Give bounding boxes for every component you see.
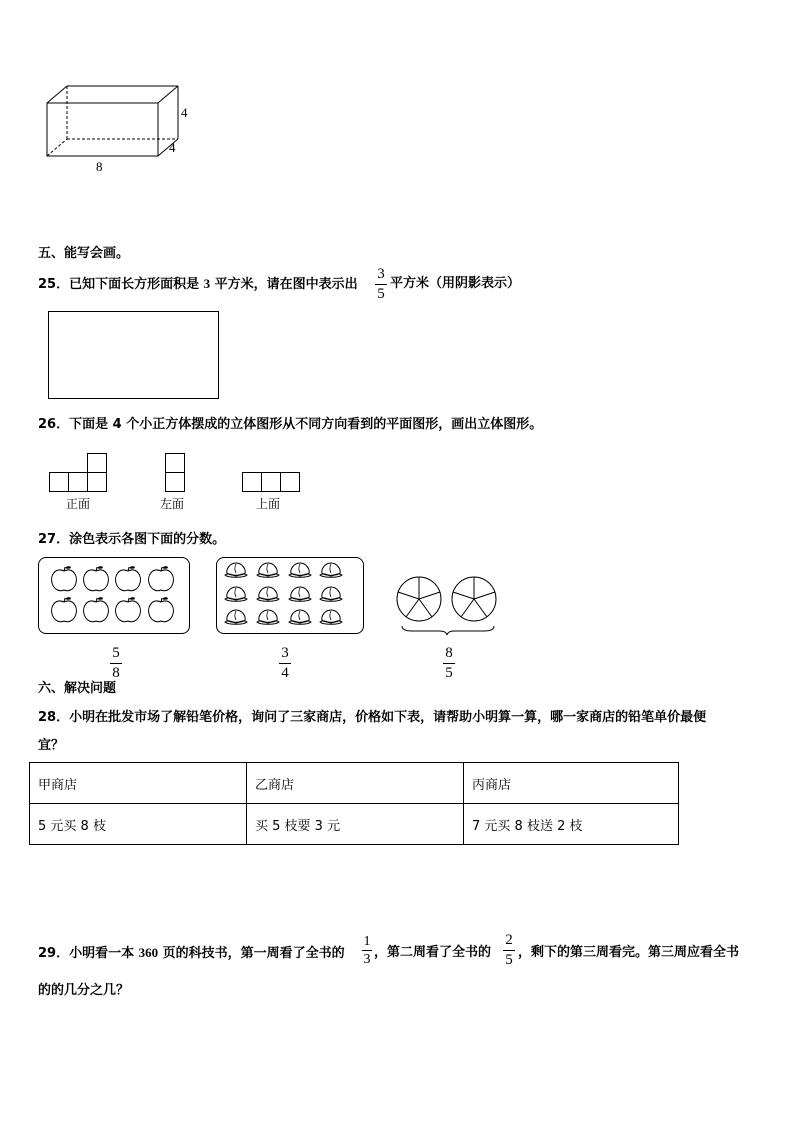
circle-five-parts xyxy=(397,577,441,621)
cuboid-depth-label: 4 xyxy=(169,140,176,155)
section-five-title: 五、能写会画。 xyxy=(38,246,130,261)
peach-icon xyxy=(289,610,311,624)
peach-icon xyxy=(320,563,342,577)
q29-text-a: 小明看一本 xyxy=(69,946,135,961)
apple-icon xyxy=(84,597,109,622)
q25-frac-num: 3 xyxy=(377,266,385,282)
question-25 xyxy=(38,276,358,293)
view-left-label: 左面 xyxy=(160,497,185,511)
table-header-cell: 丙商店 xyxy=(464,763,679,804)
peach-icon xyxy=(289,587,311,601)
q27-frac2-den: 4 xyxy=(281,665,289,681)
q27-fraction-3 xyxy=(443,645,455,682)
q27-frac1-num: 5 xyxy=(112,645,120,661)
q25-text-mid: 平方米，请在图中表示出 xyxy=(214,277,358,292)
q25-frac-den: 5 xyxy=(377,286,385,302)
q25-fraction xyxy=(375,266,387,303)
q27-text: 涂色表示各图下面的分数。 xyxy=(69,532,226,547)
question-28-line1 xyxy=(38,710,706,726)
table-row xyxy=(30,804,679,845)
table-header-cell: 乙商店 xyxy=(247,763,464,804)
question-26 xyxy=(38,417,542,433)
q26-text: 下面是 4 个小正方体摆成的立体图形从不同方向看到的平面图形，画出立体图形。 xyxy=(69,417,543,432)
q27-frac1-den: 8 xyxy=(112,665,120,681)
q29-text-c: ，第二周看了全书的 xyxy=(374,945,492,960)
brace xyxy=(402,626,494,635)
peach-icon xyxy=(225,563,247,577)
q29-pages: 360 xyxy=(138,945,159,960)
q25-text-after: 平方米（用阴影表示） xyxy=(390,276,521,291)
peach-icon xyxy=(320,610,342,624)
q27-frac3-num: 8 xyxy=(445,645,453,661)
circles-figure xyxy=(392,572,502,638)
question-29-line1 xyxy=(38,945,345,962)
peach-icon xyxy=(225,587,247,601)
table-cell: 7 元买 8 枝送 2 枝 xyxy=(464,804,679,845)
q25-number: 25． xyxy=(38,277,70,292)
table-header-cell: 甲商店 xyxy=(30,763,247,804)
view-left-figure xyxy=(164,452,188,494)
q29-frac2-den: 5 xyxy=(505,952,513,968)
q25-rectangle xyxy=(48,311,219,399)
price-table xyxy=(29,762,679,845)
q28-number: 28． xyxy=(38,710,70,725)
peach-icon xyxy=(289,563,311,577)
peach-group xyxy=(216,557,364,634)
peach-icon xyxy=(257,610,279,624)
q29-fraction-1 xyxy=(362,934,372,967)
q29-frac2-num: 2 xyxy=(505,932,513,948)
q29-frac1-num: 1 xyxy=(363,934,371,949)
apple-icon xyxy=(149,597,174,622)
circle-five-parts xyxy=(452,577,496,621)
q29-text-b: 页的科技书，第一周看了全书的 xyxy=(162,946,345,961)
q29-text-line2: 的的几分之几？ xyxy=(38,983,130,998)
cuboid-height-label: 4 xyxy=(181,105,188,120)
apple-icon xyxy=(84,566,109,591)
q29-frac1-den: 3 xyxy=(363,952,371,967)
q29-text-d: ，剩下的第三周看完。第三周应看全书 xyxy=(518,945,740,960)
apple-icon xyxy=(52,597,77,622)
cuboid-figure xyxy=(40,80,200,180)
q28-text-line1: 小明在批发市场了解铅笔价格，询问了三家商店，价格如下表，请帮助小明算一算，哪一家商店的铅笔单价最便 xyxy=(69,710,707,725)
q26-number: 26． xyxy=(38,417,70,432)
view-front-label: 正面 xyxy=(66,497,91,511)
peach-icon xyxy=(257,563,279,577)
peach-icon xyxy=(225,610,247,624)
apple-icon xyxy=(52,566,77,591)
view-top-label: 上面 xyxy=(256,497,281,511)
apple-group xyxy=(38,557,190,634)
apple-icon xyxy=(149,566,174,591)
table-cell: 买 5 枝要 3 元 xyxy=(247,804,464,845)
q27-frac3-den: 5 xyxy=(445,665,453,681)
q29-fraction-2 xyxy=(503,932,515,969)
q25-area: 3 xyxy=(203,276,211,291)
q27-number: 27． xyxy=(38,532,70,547)
q27-frac2-num: 3 xyxy=(281,645,289,661)
table-cell: 5 元买 8 枝 xyxy=(30,804,247,845)
q29-number: 29． xyxy=(38,946,70,961)
view-top-figure xyxy=(241,471,303,493)
section-six-title: 六、解决问题 xyxy=(38,681,117,696)
apple-icon xyxy=(116,566,141,591)
table-header-row xyxy=(30,763,679,804)
peach-icon xyxy=(257,587,279,601)
question-27 xyxy=(38,532,225,548)
cuboid-length-label: 8 xyxy=(96,159,103,174)
view-front-figure xyxy=(48,452,110,494)
q28-text-line2: 宜？ xyxy=(38,738,65,753)
q25-text-before: 已知下面长方形面积是 xyxy=(69,277,200,292)
q27-fraction-1 xyxy=(110,645,122,682)
apple-icon xyxy=(116,597,141,622)
q27-fraction-2 xyxy=(279,645,291,682)
peach-icon xyxy=(320,587,342,601)
